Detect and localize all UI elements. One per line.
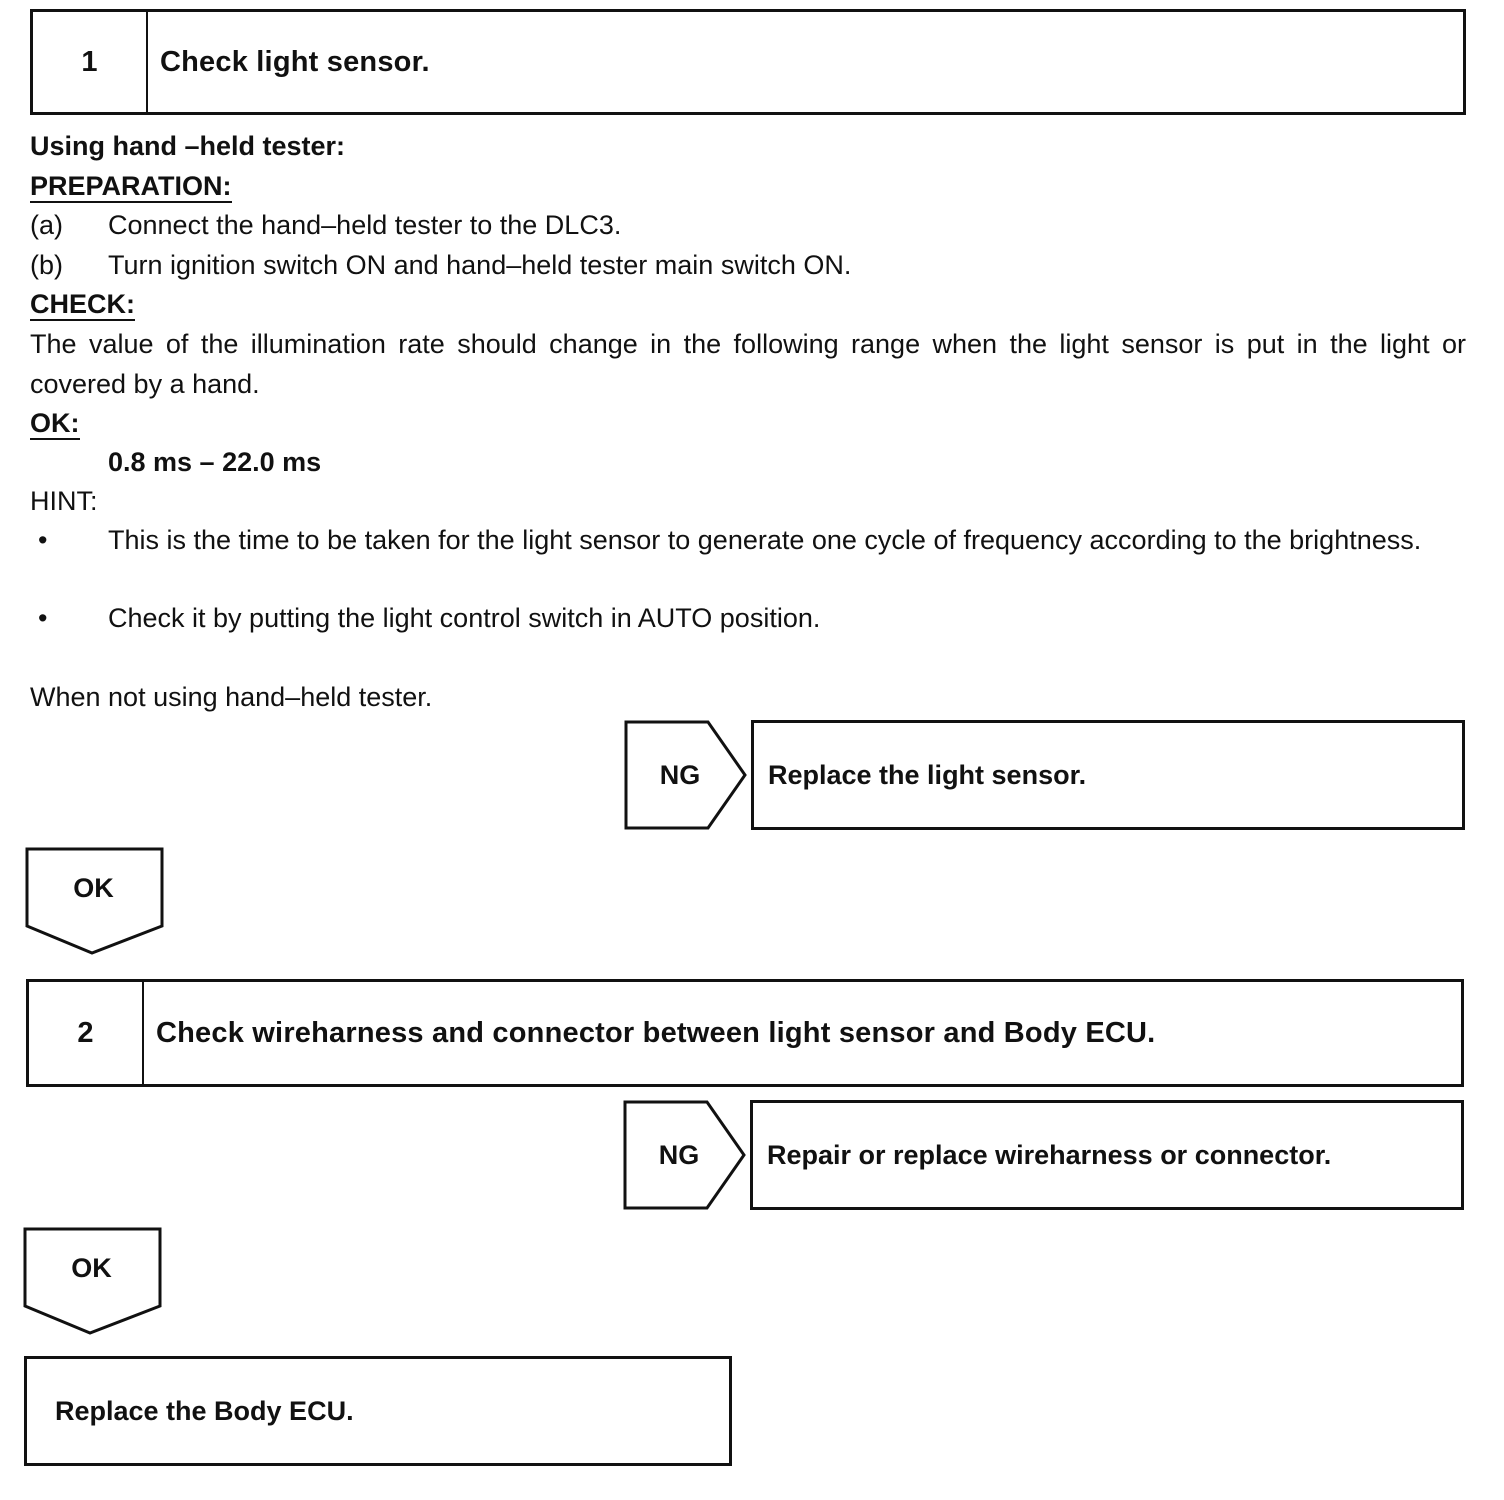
ng-label: NG: [659, 759, 701, 790]
hint-text: This is the time to be taken for the light sensor to generate one cycle of frequency according to the brightness.: [108, 525, 1422, 555]
step-1-ng-action: Replace the light sensor.: [751, 720, 1465, 830]
step-2-header: [26, 979, 1464, 1087]
item-marker: (b): [30, 250, 63, 280]
preparation-label: PREPARATION:: [30, 171, 232, 201]
preparation-item-b: [30, 245, 851, 285]
item-text: Connect the hand–held tester to the DLC3.: [108, 210, 622, 240]
step-1-number: 1: [33, 12, 148, 112]
ng-label: NG: [658, 1139, 700, 1170]
ok-heading: [30, 403, 80, 443]
hint-item-2: [30, 598, 1466, 638]
bullet-icon: •: [38, 603, 48, 633]
ok-flow-label: OK: [73, 872, 114, 903]
final-action-box: Replace the Body ECU.: [24, 1356, 732, 1466]
preparation-item-a: [30, 205, 621, 245]
step-2-ng-action: Repair or replace wireharness or connector.: [750, 1100, 1464, 1210]
ok-label: OK:: [30, 408, 80, 438]
hint-item-1: [30, 520, 1466, 560]
hint-label: HINT:: [30, 486, 98, 516]
preparation-heading: [30, 166, 232, 206]
check-description: The value of the illumination rate should change in the following range when the light sensor is put in the light or covered by a hand.: [30, 329, 1466, 399]
step-1-ok-tag: [25, 847, 165, 957]
alt-mode-text: When not using hand–held tester.: [30, 682, 433, 712]
step-2-title: Check wireharness and connector between light sensor and Body ECU.: [156, 1016, 1156, 1049]
hand-held-tester-label: Using hand –held tester:: [30, 131, 346, 161]
hint-text: Check it by putting the light control switch in AUTO position.: [108, 603, 821, 633]
step-1-title: Check light sensor.: [160, 45, 430, 78]
ok-flow-label: OK: [71, 1252, 112, 1283]
check-heading: [30, 284, 135, 324]
check-label: CHECK:: [30, 289, 135, 319]
item-text: Turn ignition switch ON and hand–held tester main switch ON.: [108, 250, 852, 280]
item-marker: (a): [30, 210, 63, 240]
step-2-ng-tag: [623, 1100, 747, 1210]
ok-value: 0.8 ms – 22.0 ms: [108, 447, 322, 477]
bullet-icon: •: [38, 525, 48, 555]
step-1-ng-tag: [624, 720, 748, 830]
step-2-number: 2: [29, 982, 144, 1084]
step-1-header: [30, 9, 1466, 115]
step-2-ok-tag: [23, 1227, 163, 1337]
